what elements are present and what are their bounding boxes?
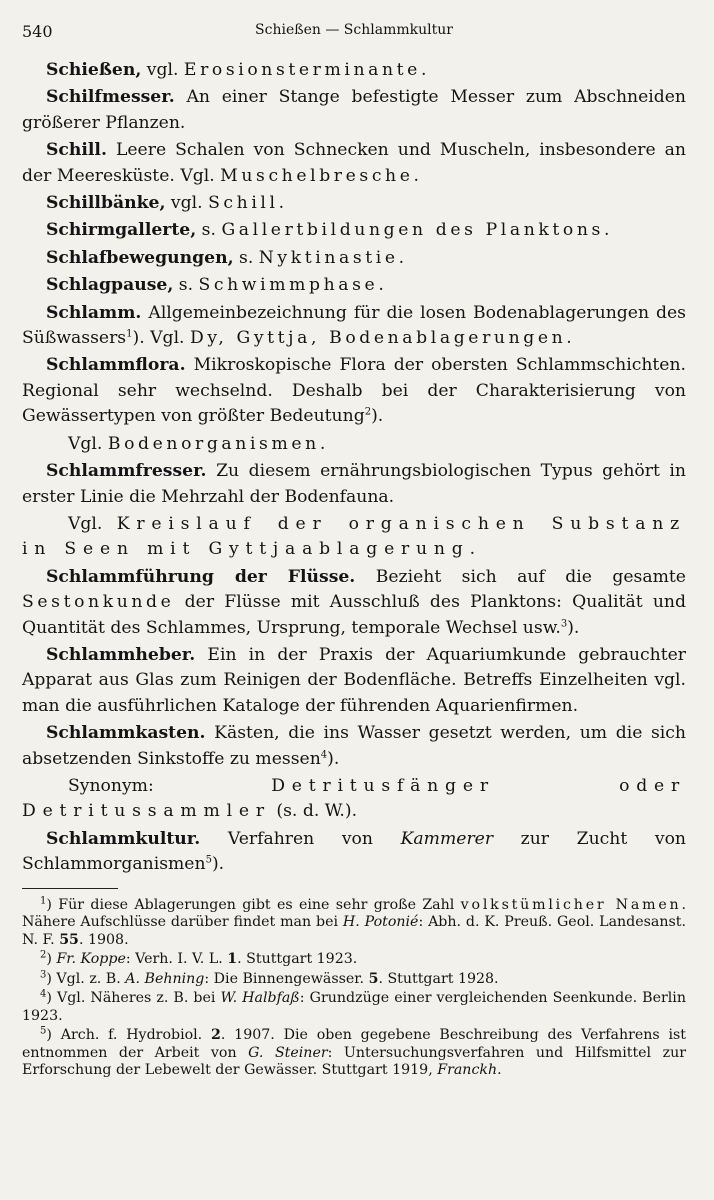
footnote-number: 5	[40, 1025, 47, 1037]
author-name: H. Potonié	[342, 914, 419, 931]
author-name: Fr. Koppe	[56, 951, 126, 968]
footnotes	[22, 894, 687, 1080]
footnote-text: : Die Binnengewässer.	[204, 970, 369, 987]
entry-schillbaenke	[22, 191, 686, 216]
entry-text: Ein in der Praxis der Aquariumkunde gebrauchter Apparat aus Glas zum Reinigen der Bodenfläche. Betreffs Einzelheiten vgl. man die ausführlichen Kataloge der führenden Aquarienfirmen.	[22, 644, 686, 716]
cross-reference: Erosionsterminante	[183, 60, 421, 80]
entry-text: .	[603, 220, 610, 241]
author-name: A. Behning	[125, 970, 205, 987]
headword: Schlammkasten.	[46, 723, 206, 744]
entry-schlagpause	[22, 273, 686, 298]
publisher-name: Franckh	[437, 1062, 498, 1079]
footnote-text: . Stuttgart 1928.	[378, 970, 499, 987]
footnote-number: 4	[40, 988, 47, 1000]
entry-text: .	[566, 328, 572, 349]
headword: Schilfmesser.	[46, 87, 175, 108]
headword: Schlammfresser.	[46, 461, 207, 482]
headword: Schlammflora.	[46, 355, 186, 376]
footnote-text: Arch. f. Hydrobiol.	[51, 1027, 211, 1044]
footnote-number: 2	[40, 949, 47, 961]
footnote-text: .	[497, 1062, 502, 1079]
author-name: Kammerer	[400, 828, 494, 849]
headword: Schlammkultur.	[46, 828, 201, 849]
spaced-text: volkstümlicher Namen	[460, 896, 682, 913]
entry-text: Allgemeinbezeichnung für die losen Bodenablagerungen des Süßwassers	[22, 302, 686, 349]
author-name: G. Steiner	[248, 1044, 328, 1061]
footnote-marker: 2	[364, 406, 372, 418]
footnote-divider	[22, 888, 118, 889]
entry-schlammfuehrung	[22, 565, 686, 641]
footnote-text: . 1908.	[78, 931, 129, 948]
entry-schlammflora	[22, 353, 686, 429]
entry-text: vgl.	[141, 60, 184, 80]
entry-text: ).	[327, 748, 340, 769]
footnote-text: : Grundzüge einer vergleichenden Seenkunde. Berlin 1923.	[22, 990, 686, 1024]
page-number: 540	[22, 22, 53, 41]
footnote-marker: 5	[205, 854, 212, 866]
volume-number: 2	[211, 1027, 221, 1044]
headword: Schlamm.	[46, 302, 142, 323]
entry-text: (s. d. W.).	[270, 801, 358, 822]
cross-reference: Muschelbresche	[220, 165, 414, 186]
footnote-number: 1	[40, 894, 47, 906]
headword: Schlammführung der Flüsse.	[46, 566, 356, 587]
entry-text: .	[469, 539, 476, 560]
headword: Schlagpause,	[46, 275, 174, 296]
entry-text: Synonym:	[68, 775, 272, 796]
see-also-bodenorganismen	[22, 432, 686, 457]
entry-text: Mikroskopische Flora der obersten Schlammschichten. Regional sehr wechselnd. Deshalb bei der Charakterisierung von Gewässertypen von größter Bedeutung	[22, 355, 686, 427]
footnote-text: . Nähere Aufschlüsse darüber findet man bei	[22, 896, 686, 931]
see-also-kreislauf	[22, 512, 686, 563]
entry-text: .	[319, 433, 326, 454]
entry-text: Zu diesem ernährungsbiologischen Typus gehört in erster Linie die Mehrzahl der Bodenfauna.	[22, 461, 686, 507]
cross-reference: Detritusfänger oder Detritussammler	[22, 775, 687, 822]
synonym-line	[22, 774, 686, 825]
entry-text: zur Zucht von Schlammorganismen	[22, 828, 686, 875]
cross-reference: Gallertbildungen des Planktons	[221, 220, 604, 241]
footnote-text: . Stuttgart 1923.	[237, 951, 358, 968]
footnote-text: : Untersuchungsverfahren und Hilfsmittel zur Erforschung der Lebewelt der Gewässer. Stuttgart 1919,	[22, 1044, 686, 1079]
footnote-5: $^5$) Arch. f. Hydrobiol. 2. 1907. Die oben gegebene Beschreibung des Verfahrens ist entnommen der Arbeit von G. Steiner: Untersuchungsverfahren und Hilfsmittel zur Erforschung der Lebewelt der Gewässer. Stuttgart 1919, Franckh.	[22, 1025, 686, 1079]
headword: Schlafbewegungen,	[46, 247, 234, 268]
footnote-text: : Abh. d. K. Preuß. Geol. Landesanst. N. F.	[22, 914, 687, 948]
footnote-1: $^1$) Für diese Ablagerungen gibt es eine sehr große Zahl volkstümlicher Namen. Nähere Aufschlüsse darüber findet man bei H. Potonié: Abh. d. K. Preuß. Geol. Landesanst. N. F. 55. 1908.	[22, 894, 687, 948]
entry-schlammkultur	[22, 827, 686, 878]
headword: Schillbänke,	[46, 193, 166, 214]
cross-reference: Dy, Gyttja, Bodenablagerungen	[190, 328, 567, 349]
entry-schlammheber	[22, 643, 686, 719]
cross-reference: Nyktinastie	[258, 247, 399, 268]
dictionary-entries	[22, 58, 686, 878]
entry-text: .	[398, 247, 405, 268]
cross-reference: Bodenorganismen	[107, 433, 320, 454]
entry-text: .	[413, 165, 419, 186]
entry-text: An einer Stange befestigte Messer zum Abschneiden größerer Pflanzen.	[22, 87, 686, 133]
entry-text: s.	[196, 220, 222, 241]
entry-schlammfresser	[22, 459, 686, 510]
headword: Schlammheber.	[46, 644, 196, 665]
entry-text: der Flüsse mit Ausschluß des Planktons: Qualität und Quantität des Schlammes, Ursprung, temporale Wechsel usw.	[22, 592, 686, 638]
entry-text: Kästen, die ins Wasser gesetzt werden, um die sich absetzenden Sinkstoffe zu messen	[22, 723, 686, 769]
footnote-text: Vgl. z. B.	[51, 970, 126, 987]
entry-schill	[22, 138, 686, 189]
entry-text: .	[420, 60, 427, 80]
volume-number: 55	[59, 931, 79, 948]
entry-text: .	[278, 193, 285, 214]
cross-reference: Schwimmphase	[198, 275, 379, 296]
entry-text: Verfahren von	[200, 828, 401, 849]
entry-text: Vgl.	[68, 513, 117, 534]
footnote-4: $^4$) Vgl. Näheres z. B. bei W. Halbfaß: Grundzüge einer vergleichenden Seenkunde. Berlin 1923.	[22, 988, 686, 1024]
footnote-marker: 1	[126, 328, 133, 340]
page-header	[22, 18, 686, 44]
volume-number: 1	[227, 951, 238, 968]
footnote-text: . 1907. Die oben gegebene Beschreibung des Verfahrens ist entnommen der Arbeit von	[22, 1027, 686, 1061]
entry-text: Bezieht sich auf die gesamte	[355, 566, 686, 587]
book-page	[22, 18, 686, 1082]
footnote-text: Vgl. Näheres z. B. bei	[51, 990, 221, 1007]
entry-schlafbewegungen	[22, 246, 686, 271]
headword: Schill.	[46, 140, 107, 161]
entry-text: ).	[371, 406, 384, 427]
entry-text: ). Vgl.	[132, 328, 190, 349]
entry-schilfmesser	[22, 85, 686, 136]
cross-reference: Kreislauf der organischen Substanz in Seen mit Gyttjaablagerung	[22, 513, 686, 560]
entry-text: ).	[567, 617, 580, 638]
headword: Schirmgallerte,	[46, 220, 197, 241]
footnote-text: Für diese Ablagerungen gibt es eine sehr große Zahl	[51, 896, 461, 913]
cross-reference: Schill	[208, 193, 279, 214]
entry-schirmgallerte	[22, 218, 686, 243]
entry-text: Leere Schalen von Schnecken und Muscheln, insbesondere an der Meeresküste. Vgl.	[22, 140, 686, 186]
volume-number: 5	[368, 970, 379, 987]
entry-text: .	[378, 275, 384, 296]
entry-text: ).	[211, 854, 225, 875]
entry-text: s.	[233, 247, 259, 268]
author-name: W. Halbfaß	[220, 990, 300, 1007]
footnote-text: : Verh. I. V. L.	[125, 951, 228, 968]
entry-text: vgl.	[165, 193, 209, 214]
footnote-marker: 3	[560, 617, 568, 629]
entry-text: s.	[173, 275, 199, 296]
entry-text: Vgl.	[68, 433, 108, 454]
running-title: Schießen — Schlammkultur	[255, 22, 453, 38]
entry-schlammkasten	[22, 721, 686, 772]
footnote-2: $^2$) Fr. Koppe: Verh. I. V. L. 1. Stuttgart 1923.	[40, 949, 358, 968]
headword: Schießen,	[46, 60, 142, 80]
footnote-3: $^3$) Vgl. z. B. A. Behning: Die Binnengewässer. 5. Stuttgart 1928.	[40, 968, 499, 987]
footnote-marker: 4	[320, 748, 328, 760]
cross-reference: Sestonkunde	[22, 592, 175, 613]
entry-schiessen	[22, 58, 686, 83]
entry-schlamm	[22, 301, 686, 352]
footnote-number: 3	[40, 968, 47, 980]
